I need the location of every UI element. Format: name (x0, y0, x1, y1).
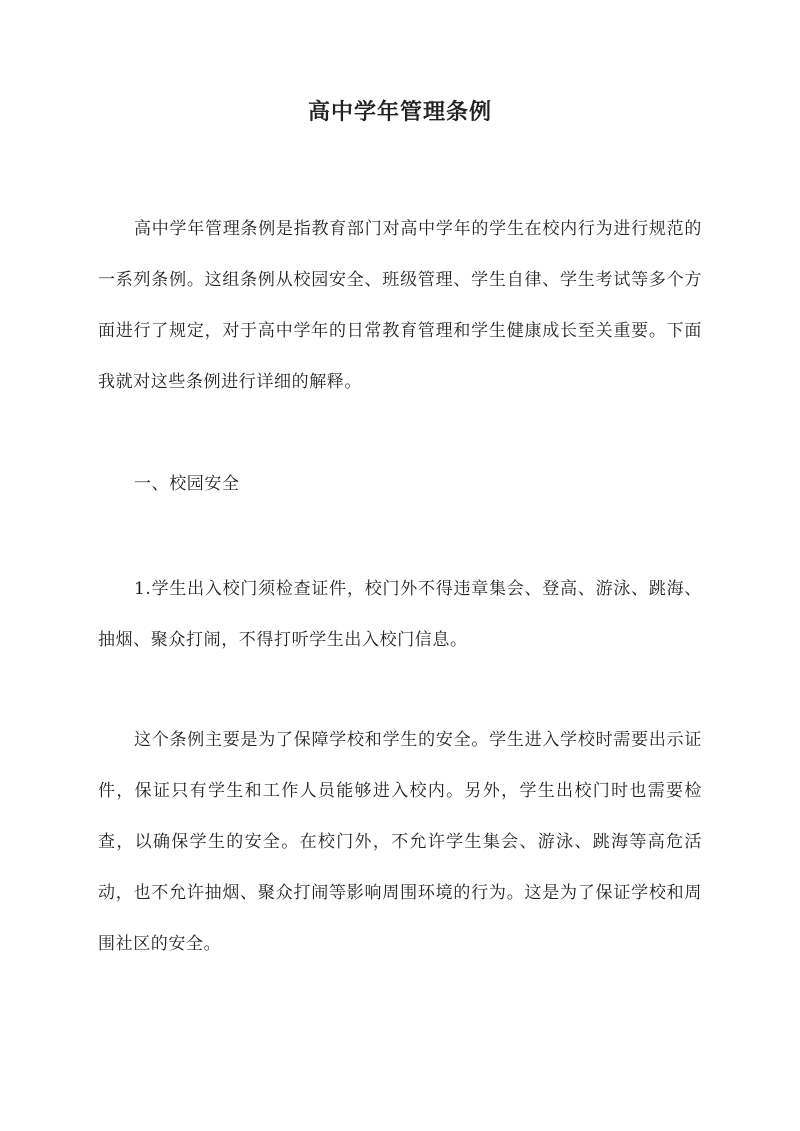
section-heading-campus-safety: 一、校园安全 (134, 474, 240, 494)
intro-paragraph: 高中学年管理条例是指教育部门对高中学年的学生在校内行为进行规范的一系列条例。这组条例从校园安全、班级管理、学生自律、学生考试等多个方面进行了规定，对于高中学年的日常教育管理和学生健康成长至关重要。下面我就对这些条例进行详细的解释。 (98, 219, 702, 392)
rule-1-explanation-paragraph: 这个条例主要是为了保障学校和学生的安全。学生进入学校时需要出示证件，保证只有学生和工作人员能够进入校内。另外，学生出校门时也需要检查，以确保学生的安全。在校门外，不允许学生集会、游泳、跳海等高危活动，也不允许抽烟、聚众打闹等影响周围环境的行为。这是为了保证学校和周围社区的安全。 (98, 730, 702, 954)
document-title: 高中学年管理条例 (307, 99, 492, 125)
rule-1-paragraph: 1.学生出入校门须检查证件，校门外不得违章集会、登高、游泳、跳海、抽烟、聚众打闹，不得打听学生出入校门信息。 (98, 579, 702, 650)
